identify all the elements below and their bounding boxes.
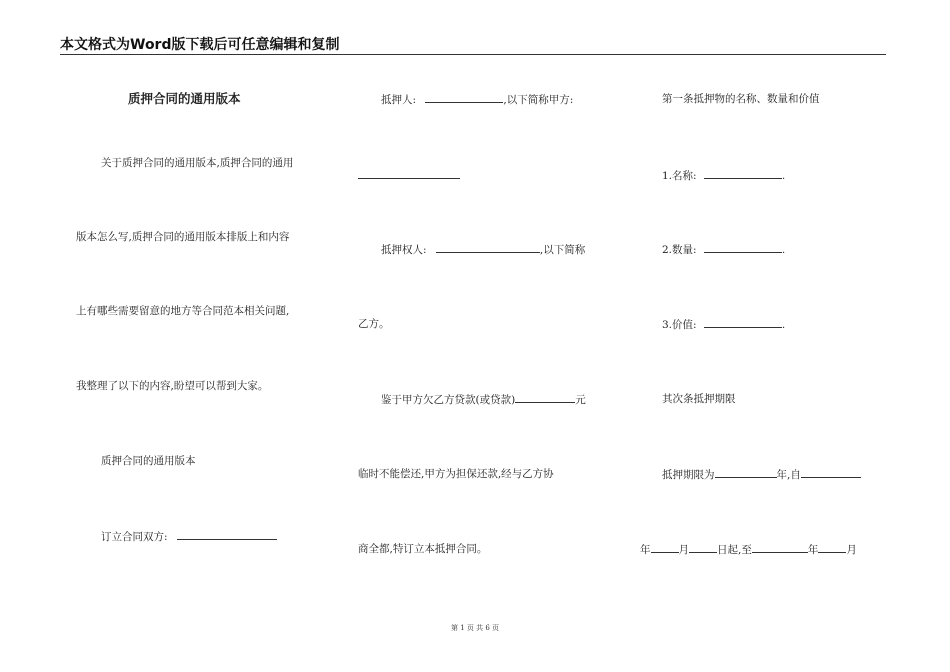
value-period: . [781,319,786,331]
period-years-blank [715,467,777,478]
end-month-blank [818,542,846,553]
document-title: 质押合同的通用版本 [128,91,241,106]
col2-mortgagee-line [381,242,585,257]
mortgagor-label: 抵押人: [381,94,417,106]
document-banner: 本文格式为Word版下载后可任意编辑和复制 [60,37,340,53]
col1-paragraph-line: 上有哪些需要留意的地方等合同范本相关问题, [76,305,290,317]
name-period: . [781,170,786,182]
loan-text: 鉴于甲方欠乙方贷款(或贷款) [381,394,516,406]
header-rule [60,54,886,55]
col1-paragraph-line: 关于质押合同的通用版本,质押合同的通用 [101,157,294,169]
start-year-unit: 年 [640,544,651,556]
mortgagee-blank [436,242,540,253]
quantity-label: 2.数量: [662,244,697,256]
col1-paragraph-line: 我整理了以下的内容,盼望可以帮到大家。 [76,380,269,392]
end-month-unit: 月 [846,544,857,556]
col2-paragraph-line: 临时不能偿还,甲方为担保还款,经与乙方协 [358,468,554,480]
mortgagor-blank [425,92,503,103]
col2-paragraph-line: 乙方。 [358,318,390,330]
col1-paragraph-line: 版本怎么写,质押合同的通用版本排版上和内容 [76,231,290,243]
name-blank [704,168,782,179]
col3-date-line [640,542,857,557]
period-year-from: 年,自 [776,469,801,481]
contract-parties-blank [177,529,277,540]
col3-quantity-line [662,242,785,257]
start-month-unit: 月 [678,544,689,556]
end-year-unit: 年 [807,544,819,556]
start-month-blank [651,542,679,553]
col2-loan-line [381,392,586,407]
col3-value-line [662,317,785,332]
value-label: 3.价值: [662,319,697,331]
loan-unit: 元 [575,394,586,406]
col3-article-heading: 其次条抵押期限 [662,393,736,405]
contract-parties-label: 订立合同双方: [101,531,168,543]
col3-period-line [662,467,861,482]
name-label: 1.名称: [662,170,697,182]
quantity-period: . [781,244,786,256]
quantity-blank [704,242,782,253]
start-year-blank [801,467,861,478]
mortgagor-suffix: ,以下简称甲方: [503,94,574,106]
col1-contract-parties-line [101,529,277,544]
col2-mortgagor-line [381,92,573,107]
col3-name-line [662,168,785,183]
mortgagee-label: 抵押权人: [381,244,427,256]
page-number-footer: 第 1 页 共 6 页 [450,624,500,632]
mortgagee-suffix: ,以下简称 [539,244,586,256]
end-year-blank [752,542,808,553]
start-day-blank [689,542,717,553]
col2-blank-line [358,168,460,183]
col3-article-heading: 第一条抵押物的名称、数量和价值 [662,93,820,105]
col2-paragraph-line: 商全都,特订立本抵押合同。 [358,543,488,555]
col1-subheading: 质押合同的通用版本 [101,455,196,467]
period-text: 抵押期限为 [662,469,715,481]
loan-amount-blank [515,392,575,403]
party-a-blank [358,168,460,179]
start-day-text: 日起,至 [717,544,752,556]
value-blank [704,317,782,328]
